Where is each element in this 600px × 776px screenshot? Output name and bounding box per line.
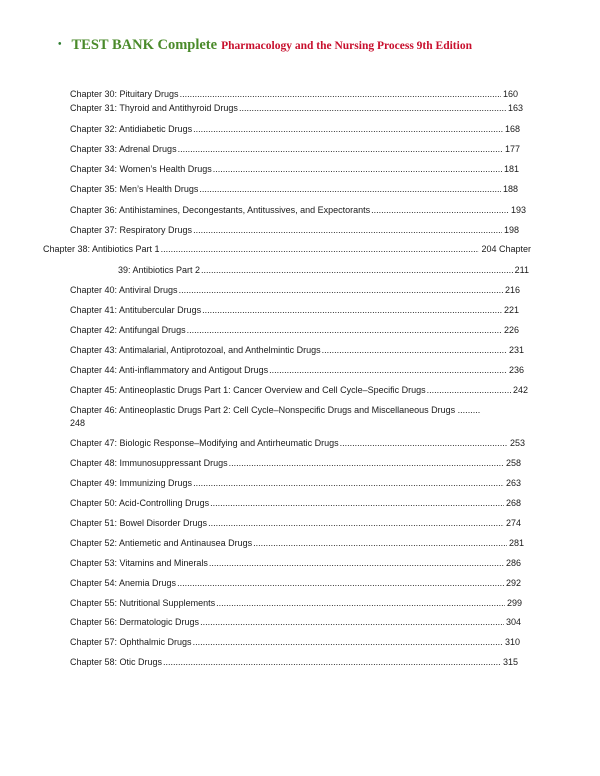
toc-entry: Chapter 45: Antineoplastic Drugs Part 1: Cancer Overview and Cell Cycle–Specific Drugs ..... 242 <box>70 385 528 396</box>
toc-entry: Chapter 53: Vitamins and Minerals ..... 286 <box>70 558 521 569</box>
toc-entry: Chapter 55: Nutritional Supplements ..... 299 <box>70 598 522 609</box>
toc-entry: Chapter 35: Men’s Health Drugs ..... 188 <box>70 184 518 195</box>
toc-entry: Chapter 36: Antihistamines, Decongestants, Antitussives, and Expectorants ..... 193 <box>70 205 526 216</box>
toc-entry: Chapter 31: Thyroid and Antithyroid Drugs ..... 163 <box>70 103 523 114</box>
toc-entry: Chapter 42: Antifungal Drugs ..... 226 <box>70 325 519 336</box>
toc-entry: Chapter 58: Otic Drugs ..... 315 <box>70 657 518 668</box>
toc-entry: Chapter 40: Antiviral Drugs ..... 216 <box>70 285 520 296</box>
toc-entry: Chapter 47: Biologic Response–Modifying and Antirheumatic Drugs ..... 253 <box>70 438 525 449</box>
toc-entry: Chapter 49: Immunizing Drugs ..... 263 <box>70 478 521 489</box>
toc-entry: Chapter 52: Antiemetic and Antinausea Drugs ..... 281 <box>70 538 524 549</box>
toc-entry: Chapter 32: Antidiabetic Drugs ..... 168 <box>70 124 520 135</box>
toc-entry-text: Chapter 46: Antineoplastic Drugs Part 2: Cell Cycle–Nonspecific Drugs and Miscellaneous Drugs ......... <box>70 405 481 415</box>
toc-entry: Chapter 33: Adrenal Drugs ..... 177 <box>70 144 520 155</box>
toc-entry: Chapter 43: Antimalarial, Antiprotozoal, and Anthelmintic Drugs ..... 231 <box>70 345 524 356</box>
toc-entry: Chapter 56: Dermatologic Drugs ..... 304 <box>70 617 521 628</box>
toc-entry-page: 248 <box>70 418 86 428</box>
toc-entry: Chapter 30: Pituitary Drugs ..... 160 <box>70 89 518 100</box>
toc-entry: 39: Antibiotics Part 2 ..... 211 <box>118 265 529 276</box>
toc-entry: Chapter 44: Anti-inflammatory and Antigout Drugs ..... 236 <box>70 365 524 376</box>
toc-entry: Chapter 48: Immunosuppressant Drugs ..... 258 <box>70 458 521 469</box>
toc-entry: Chapter 51: Bowel Disorder Drugs ..... 274 <box>70 518 521 529</box>
toc-entry: Chapter 38: Antibiotics Part 1 ..... 204 Chapter <box>43 244 531 255</box>
header-title-red: Pharmacology and the Nursing Process 9th Edition <box>221 40 472 52</box>
toc-entry: Chapter 37: Respiratory Drugs ..... 198 <box>70 225 519 236</box>
bullet-icon: • <box>58 39 62 50</box>
toc-entry: Chapter 57: Ophthalmic Drugs ..... 310 <box>70 637 520 648</box>
toc-entry: Chapter 50: Acid-Controlling Drugs ..... 268 <box>70 498 521 509</box>
toc-entry: Chapter 54: Anemia Drugs ..... 292 <box>70 578 521 589</box>
header-title-green: TEST BANK Complete <box>71 37 218 53</box>
toc-entry: Chapter 41: Antitubercular Drugs ..... 221 <box>70 305 519 316</box>
document-header <box>58 36 472 54</box>
toc-entry: Chapter 34: Women’s Health Drugs ..... 181 <box>70 164 519 175</box>
